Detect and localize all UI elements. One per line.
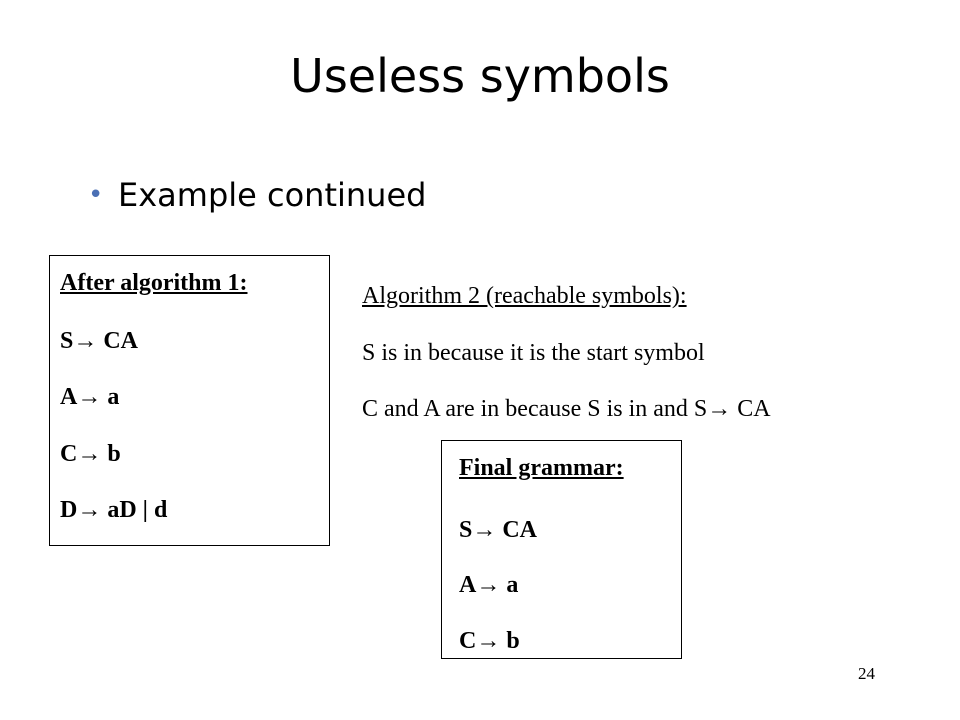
box2-heading: Final grammar: [459,455,624,481]
box2-rule: C→ b [459,628,520,654]
after-algorithm-1-box [49,255,330,546]
box1-rule: D→ aD | d [60,497,168,523]
box1-heading: After algorithm 1: [60,270,248,296]
bullet-dot-icon: • [88,180,104,210]
box1-rule: A→ a [60,384,120,410]
box2-rule: A→ a [459,572,519,598]
slide-title: Useless symbols [290,49,670,103]
algorithm2-heading: Algorithm 2 (reachable symbols): [362,283,687,309]
box1-rule: C→ b [60,441,121,467]
bullet-item [88,172,426,218]
algorithm2-line: C and A are in because S is in and S→ CA [362,396,771,422]
box2-rule: S→ CA [459,517,538,543]
final-grammar-box [441,440,682,659]
algorithm2-line: S is in because it is the start symbol [362,340,705,366]
bullet-text: Example continued [118,176,427,214]
box1-rule: S→ CA [60,328,139,354]
page-number: 24 [858,664,875,683]
